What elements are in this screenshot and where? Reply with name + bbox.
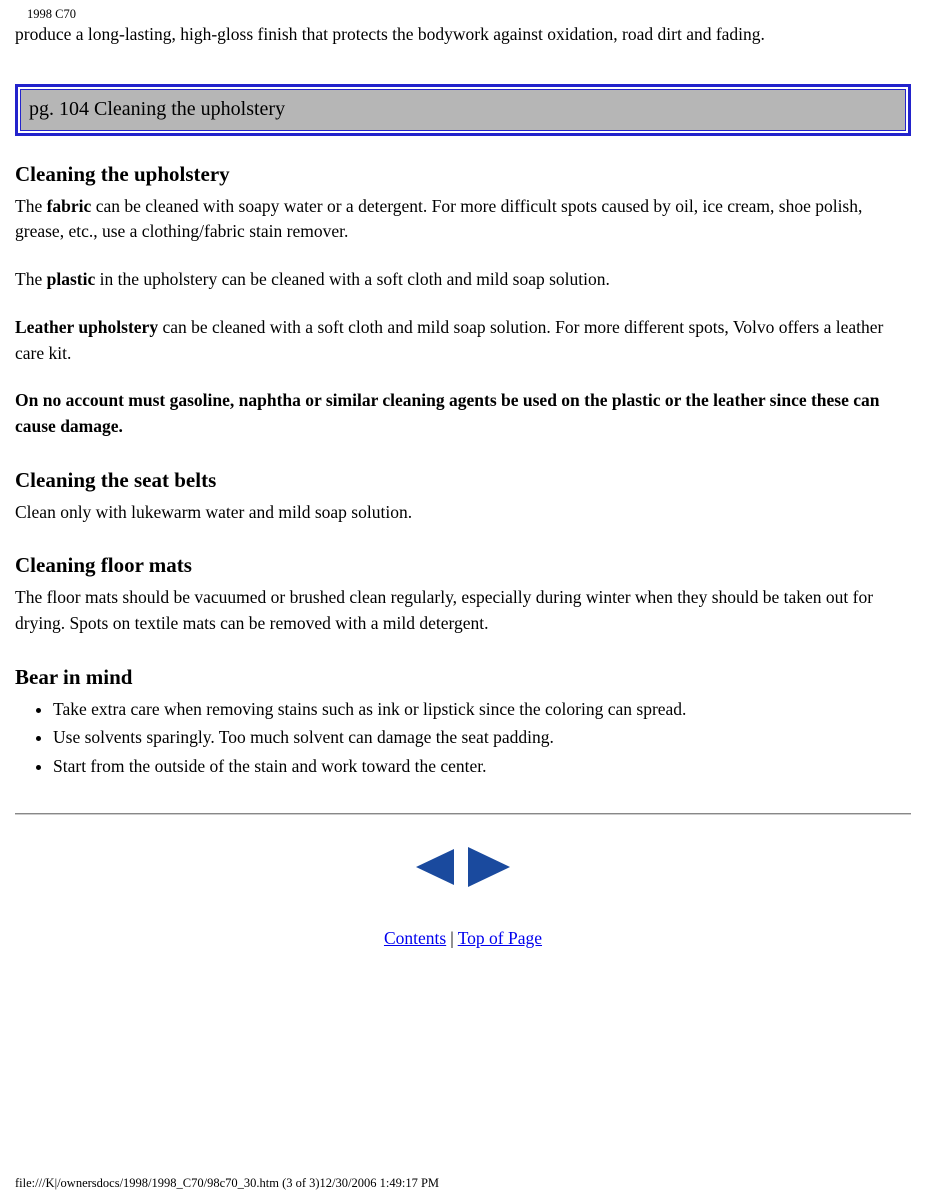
paragraph-floor-mats: The floor mats should be vacuumed or brushed clean regularly, especially during winter when they should be taken out for drying. Spots on textile mats can be removed with a mild detergent. bbox=[15, 587, 874, 634]
intro-paragraph: produce a long-lasting, high-gloss finish that protects the bodywork against oxidation, road dirt and fading. bbox=[15, 24, 765, 44]
banner-text: pg. 104 Cleaning the upholstery bbox=[29, 97, 286, 120]
heading-seat-belts: Cleaning the seat belts bbox=[15, 467, 217, 492]
plastic-bold: plastic bbox=[46, 269, 96, 290]
paragraph-leather bbox=[15, 315, 911, 366]
paragraph-seat-belts: Clean only with lukewarm water and mild soap solution. bbox=[15, 501, 413, 522]
bear-in-mind-list bbox=[15, 697, 911, 779]
fabric-pre: The bbox=[15, 195, 47, 216]
page-banner-inner bbox=[20, 89, 906, 131]
footer-links bbox=[15, 928, 911, 949]
doc-title: 1998 C70 bbox=[27, 7, 76, 21]
contents-link[interactable]: Contents bbox=[383, 928, 447, 949]
leather-post: can be cleaned with a soft cloth and mild soap solution. For more different spots, Volvo offers a leather care kit. bbox=[15, 316, 884, 363]
heading-cleaning-upholstery: Cleaning the upholstery bbox=[15, 161, 230, 186]
file-path-status: file:///K|/ownersdocs/1998/1998_C70/98c70_30.htm (3 of 3)12/30/2006 1:49:17 PM bbox=[15, 1176, 440, 1190]
plastic-post: in the upholstery can be cleaned with a soft cloth and mild soap solution. bbox=[95, 269, 610, 290]
heading-bear-in-mind: Bear in mind bbox=[15, 664, 133, 689]
fabric-post: can be cleaned with soapy water or a detergent. For more difficult spots caused by oil, ice cream, shoe polish, grease, etc., use a clothing/fabric stain remover. bbox=[15, 195, 863, 242]
paragraph-plastic bbox=[15, 267, 911, 293]
next-page-arrow-icon[interactable] bbox=[468, 847, 510, 892]
paragraph-warning: On no account must gasoline, naphtha or similar cleaning agents be used on the plastic or the leather since these can cause damage. bbox=[15, 390, 880, 437]
leather-bold: Leather upholstery bbox=[15, 316, 159, 337]
list-item: • Use solvents sparingly. Too much solvent can damage the seat padding. bbox=[53, 725, 911, 750]
plastic-pre: The bbox=[15, 269, 47, 290]
list-item: • Start from the outside of the stain and work toward the center. bbox=[53, 754, 911, 779]
content-area bbox=[15, 22, 911, 949]
top-of-page-link[interactable]: Top of Page bbox=[457, 928, 543, 949]
page-navigation bbox=[15, 847, 911, 892]
previous-page-arrow-icon[interactable] bbox=[416, 849, 454, 890]
page-banner bbox=[15, 84, 911, 136]
link-separator: | bbox=[450, 928, 454, 949]
heading-floor-mats: Cleaning floor mats bbox=[15, 553, 192, 578]
list-item: • Take extra care when removing stains such as ink or lipstick since the coloring can spread. bbox=[53, 697, 911, 722]
fabric-bold: fabric bbox=[46, 195, 92, 216]
section-divider bbox=[15, 813, 911, 815]
paragraph-fabric bbox=[15, 194, 911, 245]
